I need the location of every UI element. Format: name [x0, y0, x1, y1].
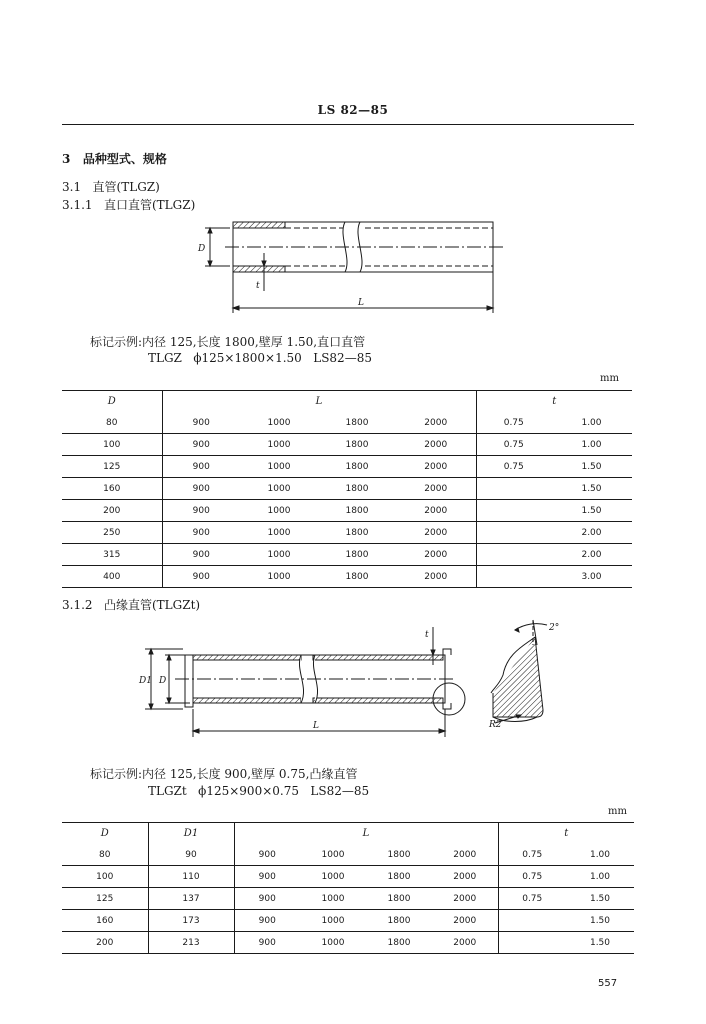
table-header-row	[62, 391, 632, 413]
table-cell: 1000	[267, 461, 291, 472]
table-cell: 0.75	[522, 871, 543, 882]
table-row	[62, 844, 634, 866]
table-cell: 2000	[432, 910, 498, 932]
page-number: 557	[598, 978, 618, 989]
marking-example-code: TLGZt ϕ125×900×0.75 LS82—85	[148, 784, 370, 798]
table-cell: 1000	[321, 849, 345, 860]
table-cell: 1800	[345, 483, 369, 494]
table-cell: 900	[258, 871, 276, 882]
table-cell: 2000	[396, 478, 476, 500]
table-row	[62, 866, 634, 888]
section-title: 直口直管(TLGZ)	[104, 198, 196, 212]
wall-section-bottom	[193, 698, 301, 703]
table-cell: 900	[192, 461, 210, 472]
table-cell	[498, 932, 566, 954]
marking-example-label: 标记示例:内径 125,长度 1800,壁厚 1.50,直口直管	[90, 335, 366, 349]
table-cell: 2000	[432, 844, 498, 866]
table-cell	[476, 544, 551, 566]
radius-label: R2	[489, 720, 502, 730]
table-cell: 1800	[345, 527, 369, 538]
table-cell: 1.50	[589, 937, 611, 948]
unit-label: mm	[600, 373, 619, 384]
wall-section-top	[233, 222, 285, 228]
table-cell: 315	[62, 544, 162, 566]
table-cell: 173	[148, 910, 234, 932]
table-cell: 1.00	[589, 849, 611, 860]
header-d: D	[62, 391, 162, 413]
table-cell: 1000	[321, 915, 345, 926]
table-cell: 400	[62, 566, 162, 588]
table-cell: 900	[192, 549, 210, 560]
section-3-heading	[62, 150, 167, 167]
table-cell: 160	[62, 910, 148, 932]
table-row	[62, 500, 632, 522]
table-cell: 1000	[321, 937, 345, 948]
dim-l-label: L	[313, 721, 319, 731]
table-cell: 2000	[396, 456, 476, 478]
table-row	[62, 910, 634, 932]
table-cell: 90	[148, 844, 234, 866]
table-cell: 1000	[321, 893, 345, 904]
wall-section-bottom	[233, 266, 285, 272]
standard-number: LS 82—85	[317, 103, 389, 117]
section-number: 3.1	[62, 180, 82, 194]
table-cell: 1.50	[589, 893, 611, 904]
table-cell: 1800	[387, 915, 411, 926]
table-cell: 1.50	[581, 461, 602, 472]
table-cell: 100	[62, 434, 162, 456]
table-cell: 900	[192, 505, 210, 516]
header-rule	[62, 124, 634, 125]
table-cell: 213	[148, 932, 234, 954]
table-cell: 900	[258, 937, 276, 948]
table-cell: 0.75	[503, 439, 524, 450]
table-cell: 1000	[267, 527, 291, 538]
table-cell: 1000	[267, 483, 291, 494]
table-cell: 100	[62, 866, 148, 888]
section-3-1-1-heading	[62, 196, 195, 213]
section-3-1-heading	[62, 178, 160, 195]
table-cell: 2000	[396, 500, 476, 522]
table-cell: 2000	[396, 566, 476, 588]
table-cell: 1.50	[581, 505, 602, 516]
marking-example-code: TLGZ ϕ125×1800×1.50 LS82—85	[148, 351, 372, 365]
table-cell: 1.00	[581, 439, 602, 450]
section-title: 凸缘直管(TLGZt)	[104, 598, 201, 612]
table-cell: 1000	[321, 871, 345, 882]
table-cell: 900	[192, 439, 210, 450]
dim-d1-label: D1	[139, 676, 152, 686]
table-cell: 2.00	[581, 527, 602, 538]
table-cell: 200	[62, 932, 148, 954]
table-cell: 1.50	[581, 483, 602, 494]
flanged-pipe-diagram	[135, 625, 480, 740]
table-cell: 0.75	[503, 417, 524, 428]
table-cell: 2000	[432, 866, 498, 888]
table-body	[62, 412, 632, 588]
table-cell: 900	[258, 893, 276, 904]
header-d1: D1	[148, 823, 234, 845]
table-cell: 1000	[267, 505, 291, 516]
table-cell: 2000	[396, 434, 476, 456]
table-cell: 900	[192, 483, 210, 494]
table-cell: 1800	[345, 505, 369, 516]
table-cell: 110	[148, 866, 234, 888]
table-cell: 1800	[387, 871, 411, 882]
section-number: 3.1.1	[62, 198, 93, 212]
table-cell: 0.75	[522, 893, 543, 904]
section-number: 3	[62, 152, 71, 166]
table-cell: 3.00	[581, 571, 602, 582]
table-cell: 0.75	[503, 461, 524, 472]
dim-l-label: L	[358, 298, 364, 308]
section-number: 3.1.2	[62, 598, 93, 612]
header-l: L	[162, 391, 476, 413]
straight-pipe-table	[62, 390, 632, 588]
table-cell: 900	[258, 915, 276, 926]
table-cell: 1800	[345, 461, 369, 472]
table-row	[62, 566, 632, 588]
table-cell	[498, 910, 566, 932]
table-cell: 2.00	[581, 549, 602, 560]
marking-example-label: 标记示例:内径 125,长度 900,壁厚 0.75,凸缘直管	[90, 767, 358, 781]
table-cell: 1.00	[589, 871, 611, 882]
table-cell: 1800	[345, 549, 369, 560]
dim-t-label: t	[425, 630, 429, 640]
table-cell: 1000	[267, 417, 291, 428]
table-cell: 2000	[432, 888, 498, 910]
table-cell: 160	[62, 478, 162, 500]
table-header-row	[62, 823, 634, 845]
flange-detail-diagram	[485, 615, 575, 730]
table-cell: 0.75	[522, 849, 543, 860]
table-cell: 125	[62, 888, 148, 910]
table-cell: 1000	[267, 549, 291, 560]
table-row	[62, 522, 632, 544]
table-cell: 1800	[387, 937, 411, 948]
dim-d-label: D	[159, 676, 167, 686]
flanged-pipe-table	[62, 822, 634, 954]
unit-label: mm	[608, 806, 627, 817]
table-cell	[476, 566, 551, 588]
table-row	[62, 478, 632, 500]
table-cell	[476, 500, 551, 522]
table-cell: 900	[192, 417, 210, 428]
dim-t-label: t	[256, 281, 260, 291]
header-t: t	[552, 396, 557, 407]
section-3-1-2-heading	[62, 596, 200, 613]
header-l: L	[234, 823, 498, 845]
table-cell: 2000	[396, 544, 476, 566]
table-cell: 1000	[267, 571, 291, 582]
table-cell: 125	[62, 456, 162, 478]
flange-left	[185, 655, 193, 707]
table-body	[62, 844, 634, 954]
table-cell: 250	[62, 522, 162, 544]
section-title: 直管(TLGZ)	[92, 180, 160, 194]
table-row	[62, 932, 634, 954]
table-cell: 80	[62, 844, 148, 866]
table-cell: 1800	[387, 849, 411, 860]
table-cell: 1.00	[581, 417, 602, 428]
table-cell: 1800	[387, 893, 411, 904]
header-t: t	[564, 828, 569, 839]
table-cell: 900	[258, 849, 276, 860]
straight-pipe-diagram	[190, 213, 510, 318]
table-row	[62, 456, 632, 478]
table-row	[62, 544, 632, 566]
table-cell: 1.50	[589, 915, 611, 926]
table-cell: 900	[192, 527, 210, 538]
table-cell: 80	[62, 412, 162, 434]
dim-d-label: D	[198, 244, 206, 254]
table-cell: 1800	[345, 417, 369, 428]
table-row	[62, 434, 632, 456]
table-row	[62, 888, 634, 910]
table-cell: 1800	[345, 571, 369, 582]
table-cell	[476, 522, 551, 544]
wall-section-top	[193, 655, 301, 660]
table-row	[62, 412, 632, 434]
table-cell: 200	[62, 500, 162, 522]
angle-label: 2°	[549, 623, 560, 633]
table-cell: 137	[148, 888, 234, 910]
table-cell: 2000	[396, 412, 476, 434]
section-title: 品种型式、规格	[82, 152, 167, 166]
table-cell: 2000	[432, 932, 498, 954]
header-d: D	[62, 823, 148, 845]
table-cell	[476, 478, 551, 500]
table-cell: 900	[192, 571, 210, 582]
table-cell: 2000	[396, 522, 476, 544]
table-cell: 1000	[267, 439, 291, 450]
table-cell: 1800	[345, 439, 369, 450]
